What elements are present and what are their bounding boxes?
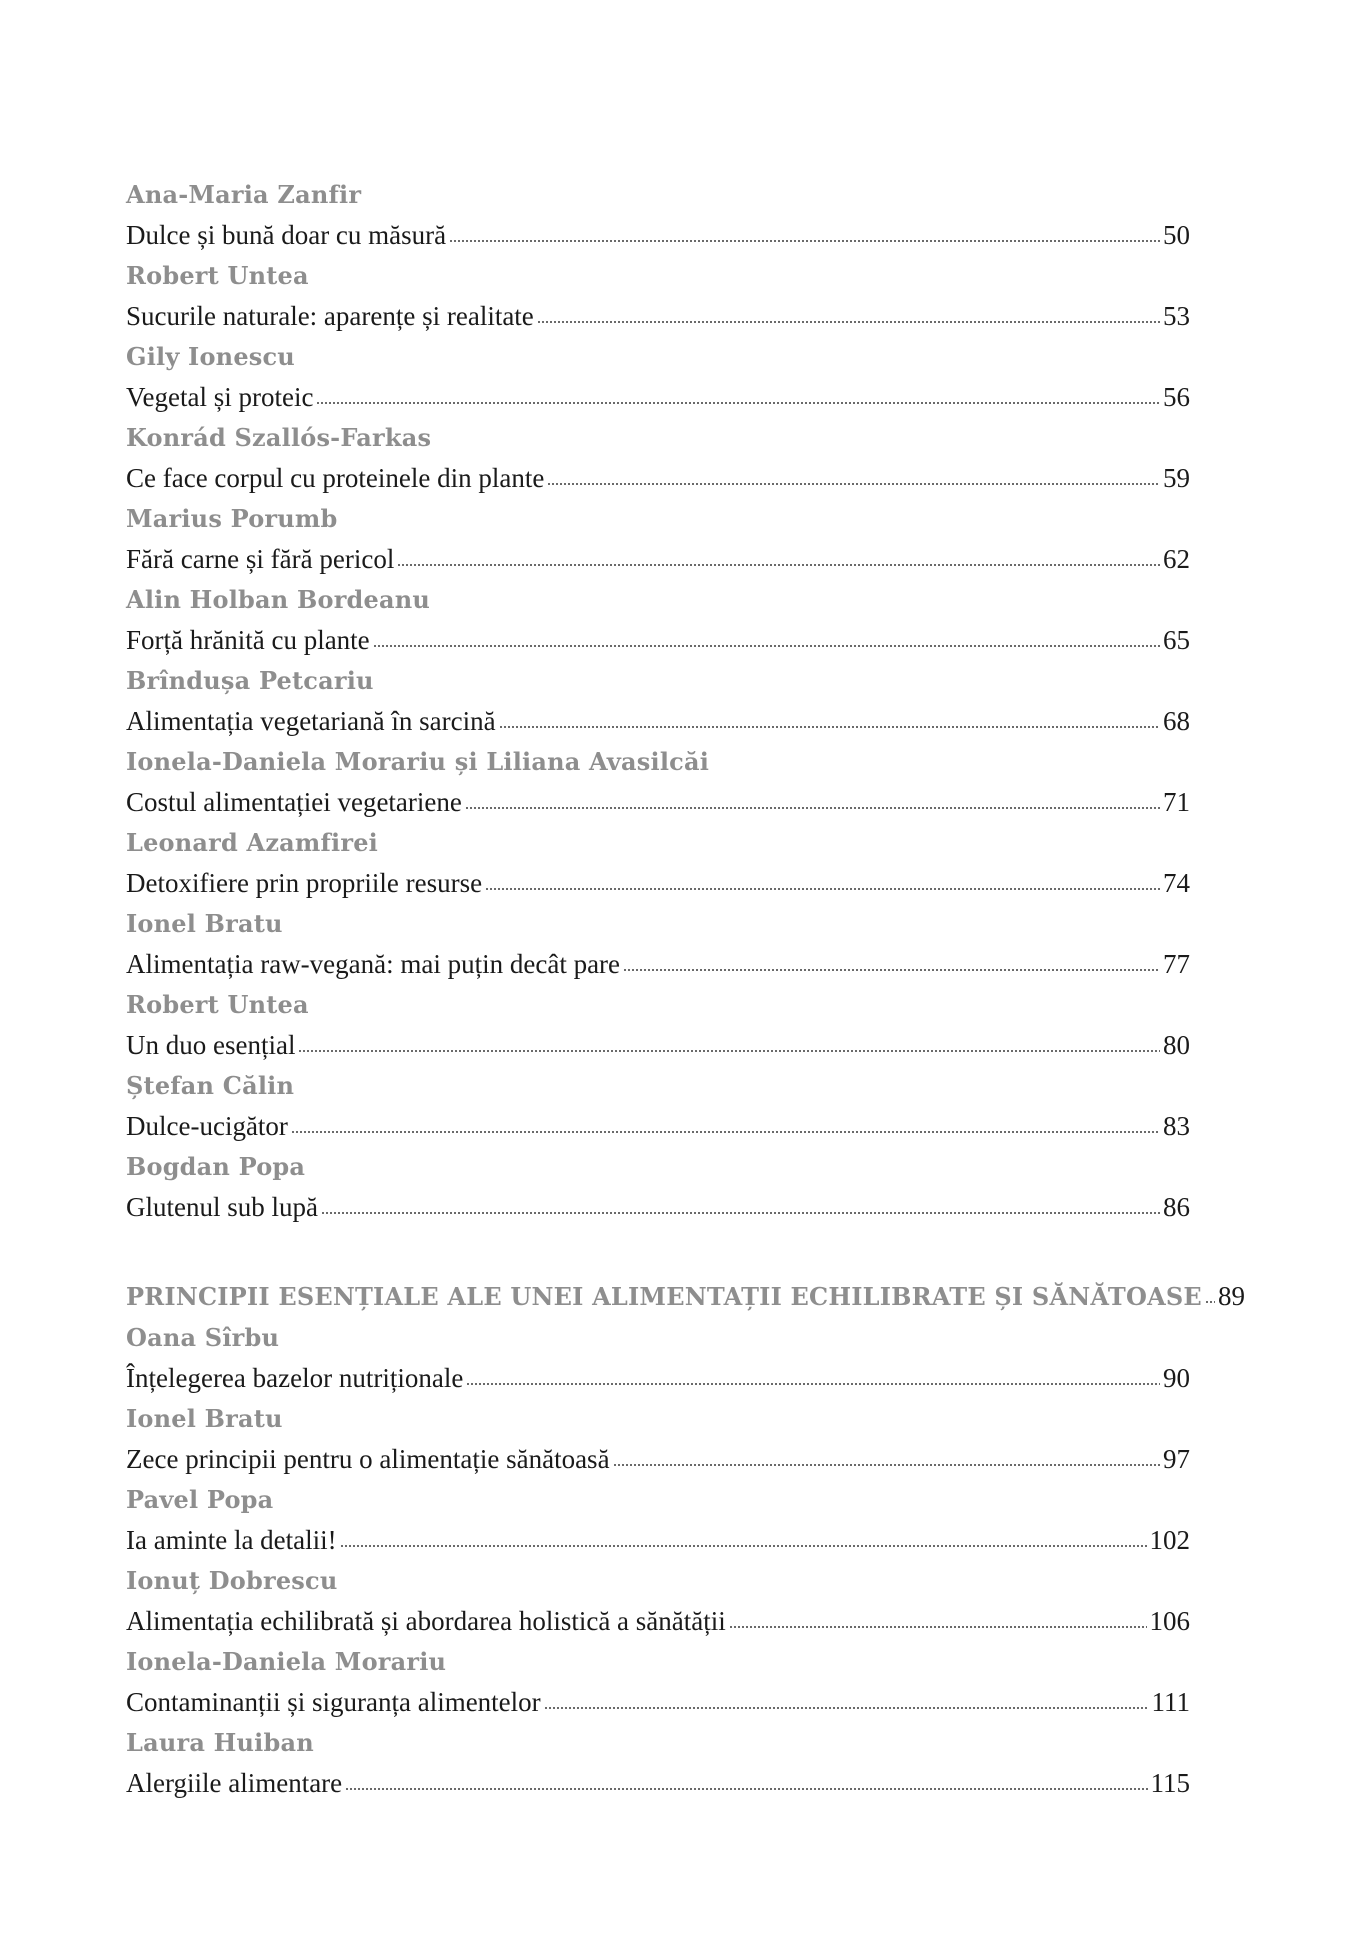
dot-leader [291, 1130, 1160, 1134]
toc-entry [126, 1483, 1190, 1564]
entry-title: Forță hrănită cu plante [126, 625, 370, 655]
entry-author: Leonard Azamfirei [126, 828, 379, 857]
dot-leader [321, 1211, 1160, 1215]
entry-title-row[interactable] [126, 1022, 1190, 1069]
dot-leader [316, 401, 1160, 405]
entry-author: Brîndușa Petcariu [126, 666, 374, 695]
entry-title-row[interactable] [126, 617, 1190, 664]
entry-page-number: 102 [1149, 1525, 1190, 1555]
entry-author: Ana-Maria Zanfir [126, 180, 362, 209]
entry-title: Zece principii pentru o alimentație sănătoasă [126, 1444, 610, 1474]
entry-author: Bogdan Popa [126, 1152, 306, 1181]
entry-page-number: 50 [1163, 220, 1190, 250]
dot-leader [397, 563, 1160, 567]
entry-title: Înțelegerea bazelor nutriționale [126, 1363, 464, 1393]
table-of-contents [126, 178, 1245, 1807]
entry-author: Alin Holban Bordeanu [126, 585, 431, 614]
entry-title-row[interactable] [126, 941, 1190, 988]
entry-author: Marius Porumb [126, 504, 338, 533]
dot-leader [340, 1544, 1147, 1548]
entry-author: Gily Ionescu [126, 342, 295, 371]
entry-page-number: 71 [1163, 787, 1190, 817]
toc-entry [126, 178, 1190, 259]
dot-leader [485, 887, 1160, 891]
toc-entry [126, 907, 1190, 988]
entry-title-row[interactable] [126, 212, 1190, 259]
dot-leader [449, 239, 1160, 243]
toc-entry [126, 1726, 1190, 1807]
toc-list-part1 [126, 178, 1190, 1231]
entry-title-row[interactable] [126, 536, 1190, 583]
entry-title-row[interactable] [126, 374, 1190, 421]
entry-title-row[interactable] [126, 1436, 1190, 1483]
section-page-number: 89 [1217, 1281, 1245, 1311]
toc-entry [126, 1150, 1190, 1231]
entry-author: Robert Untea [126, 261, 309, 290]
section-heading[interactable] [126, 1273, 1245, 1321]
entry-title-row[interactable] [126, 779, 1190, 826]
entry-author: Ștefan Călin [126, 1071, 295, 1100]
toc-entry [126, 1402, 1190, 1483]
entry-title-row[interactable] [126, 455, 1190, 502]
toc-list-part2 [126, 1321, 1190, 1807]
entry-page-number: 86 [1163, 1192, 1190, 1222]
dot-leader [623, 968, 1160, 972]
entry-page-number: 80 [1163, 1030, 1190, 1060]
toc-entry [126, 421, 1190, 502]
dot-leader [298, 1049, 1160, 1053]
entry-page-number: 77 [1163, 949, 1190, 979]
entry-title: Un duo esențial [126, 1030, 296, 1060]
entry-title: Costul alimentației vegetariene [126, 787, 462, 817]
dot-leader [613, 1463, 1160, 1467]
entry-page-number: 111 [1151, 1687, 1190, 1717]
dot-leader [465, 806, 1160, 810]
dot-leader [373, 644, 1160, 648]
entry-author: Pavel Popa [126, 1485, 274, 1514]
toc-entry [126, 1645, 1190, 1726]
toc-entry [126, 988, 1190, 1069]
dot-leader [729, 1625, 1147, 1629]
dot-leader [345, 1787, 1147, 1791]
entry-author: Robert Untea [126, 990, 309, 1019]
section-title: PRINCIPII ESENȚIALE ALE UNEI ALIMENTAȚII ECHILIBRATE ȘI SĂNĂTOASE [126, 1282, 1202, 1311]
toc-entry [126, 583, 1190, 664]
dot-leader [547, 482, 1160, 486]
entry-title: Sucurile naturale: aparențe și realitate [126, 301, 534, 331]
entry-author: Ionuț Dobrescu [126, 1566, 338, 1595]
entry-title-row[interactable] [126, 1760, 1190, 1807]
entry-title-row[interactable] [126, 1184, 1190, 1231]
entry-author: Ionel Bratu [126, 909, 283, 938]
toc-entry [126, 259, 1190, 340]
entry-title: Alimentația vegetariană în sarcină [126, 706, 496, 736]
toc-entry [126, 826, 1190, 907]
entry-title-row[interactable] [126, 1598, 1190, 1645]
entry-title: Alergiile alimentare [126, 1768, 343, 1798]
entry-title-row[interactable] [126, 293, 1190, 340]
entry-author: Ionela-Daniela Morariu [126, 1647, 447, 1676]
entry-title-row[interactable] [126, 1679, 1190, 1726]
entry-page-number: 97 [1163, 1444, 1190, 1474]
entry-title: Contaminanții și siguranța alimentelor [126, 1687, 541, 1717]
toc-entry [126, 340, 1190, 421]
entry-page-number: 74 [1163, 868, 1190, 898]
toc-entry [126, 745, 1190, 826]
entry-title: Vegetal și proteic [126, 382, 314, 412]
entry-title-row[interactable] [126, 1517, 1190, 1564]
entry-page-number: 56 [1163, 382, 1190, 412]
entry-page-number: 115 [1150, 1768, 1190, 1798]
entry-page-number: 62 [1163, 544, 1190, 574]
entry-author: Laura Huiban [126, 1728, 314, 1757]
entry-page-number: 106 [1149, 1606, 1190, 1636]
toc-entry [126, 502, 1190, 583]
entry-page-number: 65 [1163, 625, 1190, 655]
entry-page-number: 90 [1163, 1363, 1190, 1393]
entry-title-row[interactable] [126, 698, 1190, 745]
dot-leader [544, 1706, 1149, 1710]
toc-entry [126, 1564, 1190, 1645]
entry-title: Ce face corpul cu proteinele din plante [126, 463, 545, 493]
entry-title: Ia aminte la detalii! [126, 1525, 337, 1555]
entry-title-row[interactable] [126, 860, 1190, 907]
entry-page-number: 83 [1163, 1111, 1190, 1141]
entry-author: Oana Sîrbu [126, 1323, 280, 1352]
toc-entry [126, 664, 1190, 745]
entry-title: Alimentația echilibrată și abordarea holistică a sănătății [126, 1606, 726, 1636]
entry-title: Detoxifiere prin propriile resurse [126, 868, 483, 898]
entry-title-row[interactable] [126, 1103, 1190, 1150]
toc-entry [126, 1321, 1190, 1402]
entry-title: Dulce-ucigător [126, 1111, 288, 1141]
entry-title: Dulce și bună doar cu măsură [126, 220, 447, 250]
dot-leader [1205, 1300, 1215, 1304]
entry-title-row[interactable] [126, 1355, 1190, 1402]
entry-page-number: 59 [1163, 463, 1190, 493]
entry-title: Glutenul sub lupă [126, 1192, 318, 1222]
toc-entry [126, 1069, 1190, 1150]
entry-author: Konrád Szallós-Farkas [126, 423, 432, 452]
dot-leader [537, 320, 1160, 324]
entry-title: Fără carne și fără pericol [126, 544, 395, 574]
entry-page-number: 68 [1163, 706, 1190, 736]
dot-leader [499, 725, 1160, 729]
entry-author: Ionel Bratu [126, 1404, 283, 1433]
entry-page-number: 53 [1163, 301, 1190, 331]
dot-leader [466, 1382, 1160, 1386]
entry-title: Alimentația raw-vegană: mai puțin decât pare [126, 949, 621, 979]
entry-author: Ionela-Daniela Morariu și Liliana Avasilcăi [126, 747, 710, 776]
